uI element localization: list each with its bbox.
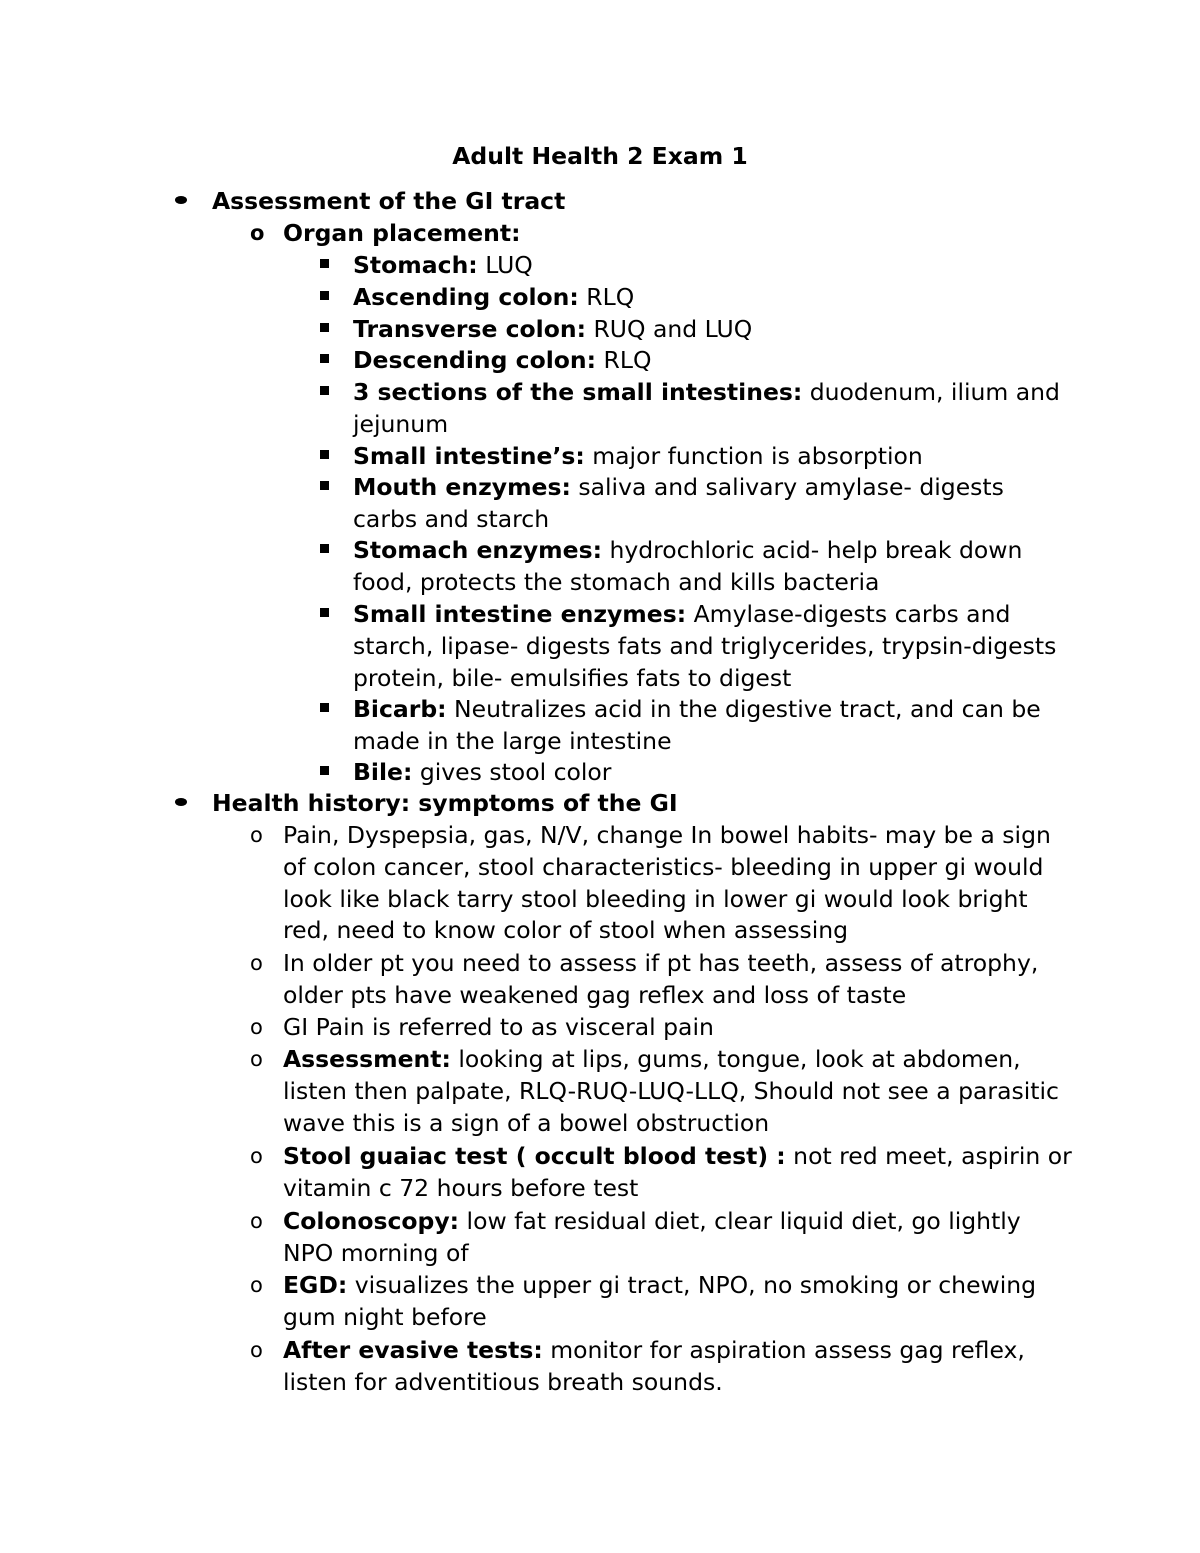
bullet-icon — [175, 798, 187, 806]
list-item: o GI Pain is referred to as visceral pain — [283, 1012, 1073, 1044]
circle-bullet-icon: o — [250, 1209, 263, 1233]
square-bullet-icon — [320, 323, 329, 332]
list-item: Stomach enzymes: hydrochloric acid- help break down food, protects the stomach and kills bacteria — [353, 535, 1073, 599]
document-title: Adult Health 2 Exam 1 — [452, 142, 748, 170]
square-bullet-icon — [320, 354, 329, 363]
list-item: Bicarb: Neutralizes acid in the digestive tract, and can be made in the large intestine — [353, 694, 1073, 758]
circle-bullet-icon: o — [250, 1338, 263, 1362]
subsection-heading-organ-placement: o Organ placement: — [283, 218, 1073, 250]
bullet-icon — [175, 196, 187, 204]
list-item: Transverse colon: RUQ and LUQ — [353, 314, 1073, 346]
square-bullet-icon — [320, 703, 329, 712]
square-bullet-icon — [320, 259, 329, 268]
list-item: Stomach: LUQ — [353, 250, 1073, 282]
list-item: o Stool guaiac test ( occult blood test) : not red meet, aspirin or vitamin c 72 hours before test — [250, 1142, 1072, 1202]
circle-bullet-icon: o — [250, 1273, 263, 1297]
list-item: o In older pt you need to assess if pt has teeth, assess of atrophy, older pts have weakened gag reflex and loss of taste — [250, 949, 1039, 1009]
list-item: Descending colon: RLQ — [353, 345, 1073, 377]
square-bullet-icon — [320, 544, 329, 553]
section-heading-health-history: Health history: symptoms of the GI — [212, 788, 1072, 820]
list-item: Mouth enzymes: saliva and salivary amylase- digests carbs and starch — [353, 472, 1073, 536]
square-bullet-icon — [320, 608, 329, 617]
list-item: o Assessment: looking at lips, gums, tongue, look at abdomen, listen then palpate, RLQ-RUQ-LUQ-LLQ, Should not see a parasitic wave this is a sign of a bowel obstruction — [250, 1045, 1059, 1137]
list-item: Bile: gives stool color — [353, 757, 1073, 789]
list-item: Small intestine enzymes: Amylase-digests carbs and starch, lipase- digests fats and triglycerides, trypsin-digests protein, bile- emulsifies fats to digest — [353, 599, 1073, 694]
circle-bullet-icon: o — [250, 951, 263, 975]
circle-bullet-icon: o — [250, 1015, 263, 1039]
square-bullet-icon — [320, 291, 329, 300]
list-item: Ascending colon: RLQ — [353, 282, 1073, 314]
section-heading-gi-assessment: Assessment of the GI tract — [212, 186, 1072, 218]
list-item: Small intestine’s: major function is absorption — [353, 441, 1073, 473]
list-item: o Colonoscopy: low fat residual diet, clear liquid diet, go lightly NPO morning of — [250, 1207, 1021, 1267]
circle-bullet-icon: o — [250, 823, 263, 847]
list-item: 3 sections of the small intestines: duodenum, ilium and jejunum — [353, 377, 1073, 441]
circle-bullet-icon: o — [250, 1047, 263, 1071]
list-item: o Pain, Dyspepsia, gas, N/V, change In bowel habits- may be a sign of colon cancer, stool characteristics- bleeding in upper gi would look like black tarry stool bleeding in lower gi would look bright red, need to know color of stool when assessing — [250, 821, 1051, 945]
list-item: o EGD: visualizes the upper gi tract, NPO, no smoking or chewing gum night before — [250, 1271, 1037, 1331]
circle-bullet-icon: o — [250, 221, 265, 245]
circle-bullet-icon: o — [250, 1144, 263, 1168]
square-bullet-icon — [320, 386, 329, 395]
square-bullet-icon — [320, 481, 329, 490]
square-bullet-icon — [320, 450, 329, 459]
square-bullet-icon — [320, 766, 329, 775]
list-item: o After evasive tests: monitor for aspiration assess gag reflex, listen for adventitious breath sounds. — [250, 1336, 1025, 1396]
